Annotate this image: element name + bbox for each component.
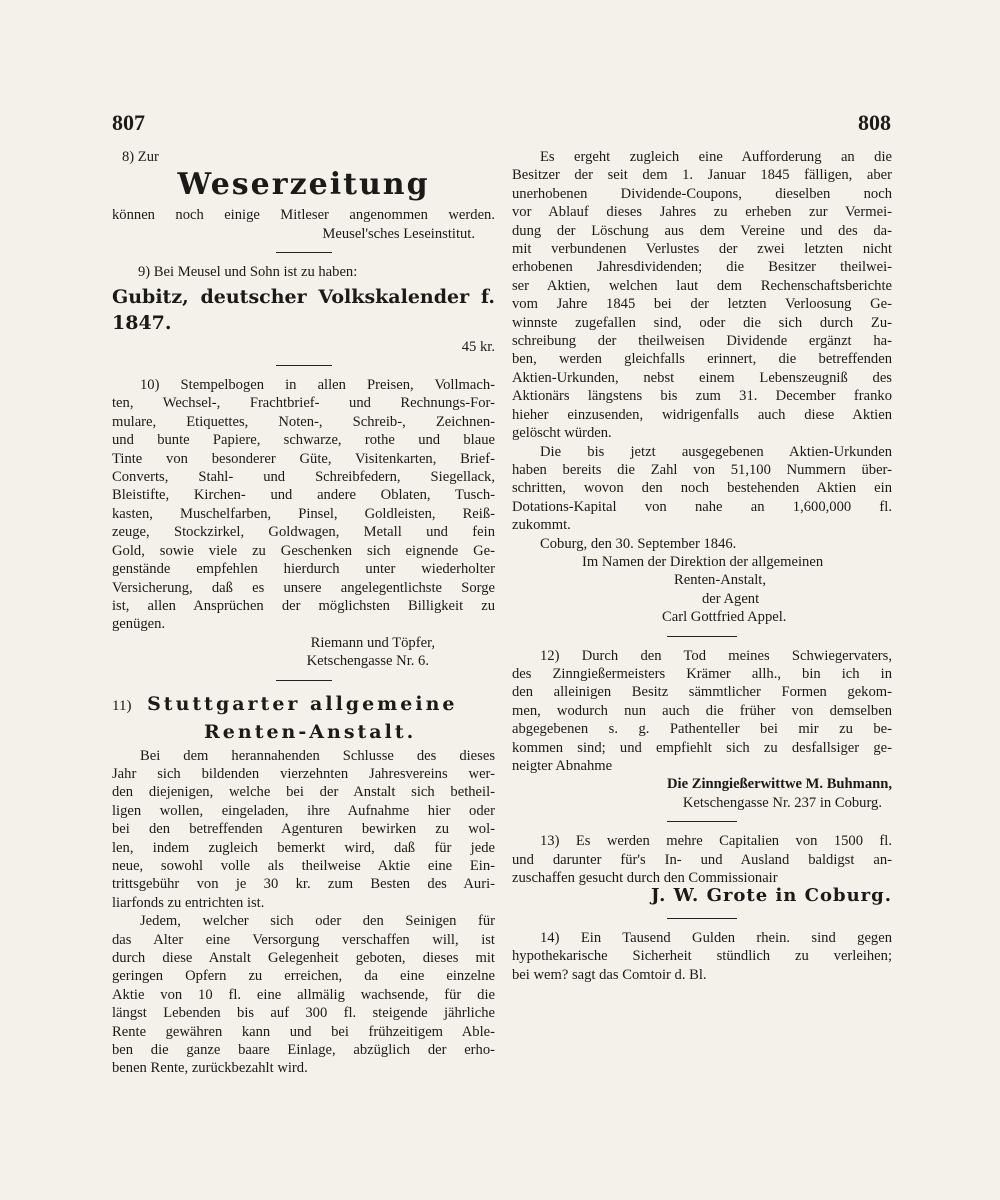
notice-10-line: kasten, Muschelfarben, Pinsel, Goldleisten, Reiß-: [112, 505, 495, 522]
notice-10-line: Versicherung, daß es unsere angelegentlichste Sorge: [112, 579, 495, 596]
notice-11-cont-line: unerhobenen Dividende-Coupons, dieselben noch: [512, 185, 892, 202]
notice-9-title: Gubitz, deutscher Volkskalender f. 1847.: [112, 285, 495, 334]
notice-11-line: ligen wollen, eingeladen, ihre Aufnahme hier oder: [112, 802, 495, 819]
notice-9-price: 45 kr.: [461, 338, 495, 355]
divider: [276, 365, 332, 366]
notice-12-line: 12) Durch den Tod meines Schwiegervaters,: [540, 647, 892, 664]
notice-11-cont-line: haben bereits die Zahl von 51,100 Nummern über-: [512, 461, 892, 478]
notice-11-heading-line2: Renten-Anstalt.: [204, 720, 417, 743]
notice-11-line: benen Rente, zurückbezahlt wird.: [112, 1060, 308, 1077]
notice-11-cont-line: zukommt.: [512, 517, 571, 534]
notice-11-cont-line: dung der Löschung aus dem Vereine und des da-: [512, 222, 892, 239]
notice-10-signature: Riemann und Töpfer,: [310, 634, 435, 651]
notice-12-line: men, wodurch nun auch die früher von demselben: [512, 702, 892, 719]
notice-10-line: genstände empfehlen hierdurch unter wiederholter: [112, 561, 495, 578]
notice-8: [112, 148, 495, 243]
notice-10-line: Gold, sowie viele zu Geschenken sich eignende Ge-: [112, 542, 495, 559]
notice-11-line: neue, sowohl volle als theilweise Aktie eine Ein-: [112, 857, 495, 874]
notice-11-line: ben die ganze baare Einlage, abzüglich der erho-: [112, 1042, 495, 1059]
notice-11: [112, 691, 495, 1078]
notice-11-cont-line: Aktionärs längstens bis zum 31. December franko: [512, 388, 892, 405]
notice-12: [512, 647, 892, 813]
notice-10-line: 10) Stempelbogen in allen Preisen, Vollmach-: [140, 377, 495, 394]
notice-14-line: hypothekarische Sicherheit stündlich zu verleihen;: [512, 948, 892, 965]
notice-11-line: das Alter eine Versorgung verschaffen will, ist: [112, 931, 495, 948]
notice-14: [512, 929, 892, 984]
notice-10-line: ten, Wechsel-, Frachtbrief- und Rechnungs-For-: [112, 395, 495, 412]
notice-11-direction-line: Im Namen der Direktion der allgemeinen: [582, 553, 824, 570]
notice-11-line: den diejenigen, welche bei der Anstalt sich betheil-: [112, 784, 495, 801]
left-column: [112, 148, 495, 1078]
notice-11-agent-name: Carl Gottfried Appel.: [662, 609, 787, 626]
notice-11-line: len, indem zugleich bemerkt wird, daß für jede: [112, 839, 495, 856]
notice-11-cont-line: schritten, wovon den noch bestehenden Aktien ein: [512, 480, 892, 497]
notice-11-line: längst Lebenden bis auf 300 fl. steigende jährliche: [112, 1005, 495, 1022]
notice-8-intro: 8) Zur: [122, 149, 159, 165]
notice-10-line: zeuge, Stockzirkel, Goldwagen, Metall und fein: [112, 524, 495, 541]
notice-11-cont-line: Die bis jetzt ausgegebenen Aktien-Urkunden: [540, 443, 892, 460]
divider: [276, 680, 332, 681]
notice-11-line: trittsgebühr von je 30 kr. zum Besten des Auri-: [112, 876, 495, 893]
notice-14-line: bei wem? sagt das Comtoir d. Bl.: [512, 966, 707, 983]
notice-10-line: mulare, Etiquettes, Noten-, Schreib-, Zeichnen-: [112, 413, 495, 430]
notice-11-line: Jedem, welcher sich oder den Seinigen für: [140, 913, 495, 930]
notice-13-line: zuschaffen gesucht durch den Commissionair: [512, 870, 778, 887]
notice-11-heading: [112, 691, 495, 719]
notice-12-line: den alleinigen Besitz sämmtlicher Formen gekom-: [512, 684, 892, 701]
notice-11-cont-line: Dotations-Kapital von nahe an 1,600,000 fl.: [512, 498, 892, 515]
notice-11-cont-line: erhobenen Jahresdividenden; die Besitzer theilwei-: [512, 259, 892, 276]
notice-11-institute: Renten-Anstalt,: [674, 572, 767, 589]
notice-12-line: neigter Abnahme: [512, 758, 613, 774]
notice-11-cont-line: Besitzer der seit dem 1. Januar 1845 fälligen, aber: [512, 167, 892, 184]
notice-11-cont-line: winnste zugefallen sind, oder die sich durch Zu-: [512, 314, 892, 331]
notice-11-line: Rente gewähren kann und bei frühzeitigem Able-: [112, 1023, 495, 1040]
notice-13-signer: J. W. Grote in Coburg.: [650, 885, 892, 907]
notice-8-signature: Meusel'sches Leseinstitut.: [322, 225, 475, 242]
notice-10-line: ist, allen Ansprüchen der möglichsten Billigkeit zu: [112, 597, 495, 614]
page-number-left: 807: [112, 110, 145, 135]
notice-11-cont-line: mit verbundenen Verlustes der zwei letzten nicht: [512, 241, 892, 258]
notice-10-address: Ketschengasse Nr. 6.: [306, 653, 429, 670]
notice-8-text: können noch einige Mitleser angenommen werden.: [112, 207, 495, 224]
divider: [667, 636, 737, 637]
notice-12-line: abgegebenen s. g. Pathenteller bei mir zu be-: [512, 721, 892, 738]
notice-9: [112, 263, 495, 356]
notice-11-date: Coburg, den 30. September 1846.: [540, 535, 737, 552]
notice-11-line: durch diese Anstalt Gelegenheit geboten, dieses mit: [112, 950, 495, 966]
notice-10-line: und bunte Papiere, schwarze, rothe und blaue: [112, 432, 495, 449]
notice-11-heading-line1: Stuttgarter allgemeine: [147, 692, 458, 715]
notice-10-line: Bleistifte, Kirchen- und andere Oblaten, Tusch-: [112, 487, 495, 504]
notice-13-line: 13) Es werden mehre Capitalien von 1500 fl.: [540, 833, 892, 850]
divider: [276, 252, 332, 253]
notice-10-line: genügen.: [112, 616, 166, 633]
notice-12-line: des Zinngießermeisters Krämer allh., bin ich in: [512, 665, 892, 682]
notice-12-address: Ketschengasse Nr. 237 in Coburg.: [682, 794, 882, 811]
notice-13: [512, 832, 892, 906]
notice-11-line: geringen Opfern zu erreichen, da eine einzelne: [112, 968, 495, 985]
notice-10-line: Tinte von besonderer Güte, Visitenkarten, Brief-: [112, 450, 495, 467]
notice-11-cont-line: ser Aktien, welchen laut dem Rechenschaftsberichte: [512, 277, 892, 294]
notice-11-line: liarfonds zu entrichten ist.: [112, 894, 265, 911]
notice-11-line: Aktie von 10 fl. eine allmälig wachsende, für die: [112, 986, 495, 1003]
notice-11-cont-line: vom Jahre 1845 bei der letzten Verloosung Ge-: [512, 296, 892, 313]
divider: [667, 821, 737, 822]
notice-11-cont-line: hieher einzusenden, widrigenfalls auch diese Aktien: [512, 406, 892, 423]
page-number-right: 808: [858, 110, 891, 135]
right-column: [512, 148, 892, 984]
notice-11-line: Jahr sich bildenden vierzehnten Jahresvereins wer-: [112, 765, 495, 782]
notice-11-cont-line: vor Ablauf dieses Jahres zu erheben zur Vermei-: [512, 204, 892, 221]
notice-12-line: kommen sind; und empfiehlt sich zu desfallsiger ge-: [512, 739, 892, 756]
notice-13-line: und darunter für's In- und Ausland baldigst an-: [512, 851, 892, 868]
notice-11-continued: [512, 148, 892, 627]
notice-14-line: 14) Ein Tausend Gulden rhein. sind gegen: [540, 929, 892, 946]
notice-10: [112, 376, 495, 671]
notice-10-line: Converts, Stahl- und Schreibfedern, Siegellack,: [112, 469, 495, 486]
notice-12-signature: Die Zinngießerwittwe M. Buhmann,: [667, 776, 892, 793]
notice-11-line: Bei dem herannahenden Schlusse des dieses: [140, 747, 495, 764]
notice-11-number: 11): [112, 697, 132, 714]
divider: [667, 918, 737, 919]
notice-11-cont-line: schreibung der theilweisen Dividende ergänzt ha-: [512, 333, 892, 350]
notice-11-cont-line: gelöscht würden.: [512, 425, 612, 442]
notice-11-cont-line: Es ergeht zugleich eine Aufforderung an die: [540, 149, 892, 165]
notice-11-cont-line: Aktien-Urkunden, nebst einem Lebenszeugniß des: [512, 369, 892, 386]
notice-9-text: 9) Bei Meusel und Sohn ist zu haben:: [138, 264, 358, 281]
notice-8-title: Weserzeitung: [177, 167, 430, 203]
notice-11-agent-title: der Agent: [702, 590, 760, 607]
notice-11-line: bei den betreffenden Agenturen bewirken zu wol-: [112, 821, 495, 838]
notice-11-cont-line: ben, werden gleichfalls erinnert, die betreffenden: [512, 351, 892, 368]
